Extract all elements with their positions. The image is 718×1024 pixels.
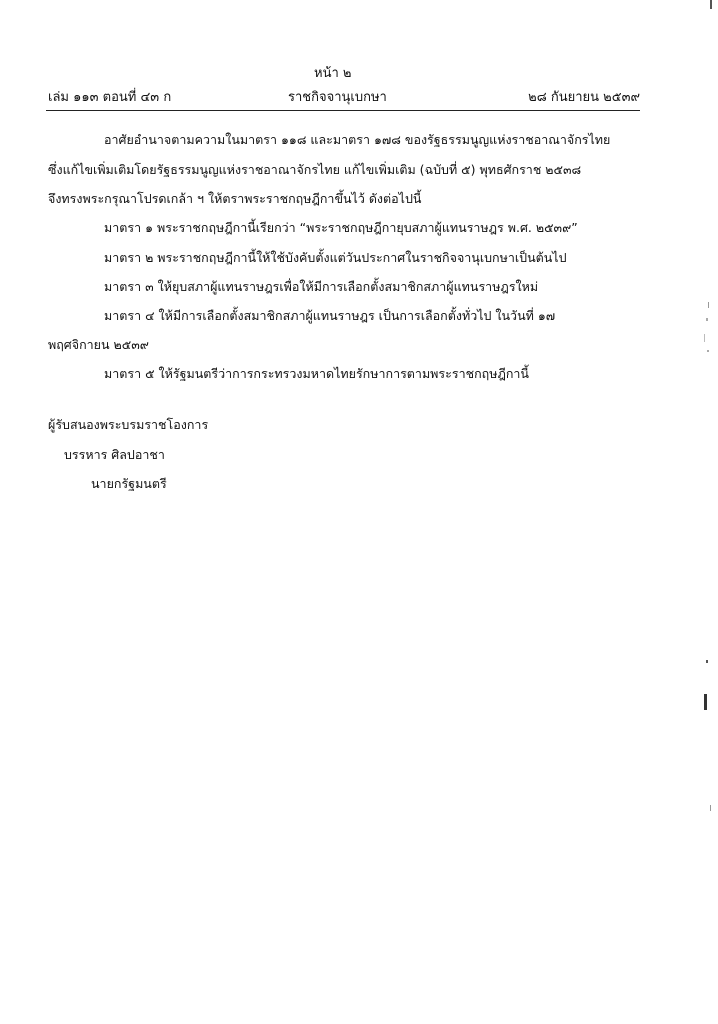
gazette-title: ราชกิจจานุเบกษา bbox=[288, 90, 387, 105]
section-2: มาตรา ๒ พระราชกฤษฎีกานี้ให้ใช้บังคับตั้งแต่วันประกาศในราชกิจจานุเบกษาเป็นต้นไป bbox=[104, 250, 567, 265]
preamble-line-3: จึงทรงพระกรุณาโปรดเกล้า ฯ ให้ตราพระราชกฤษฎีกาขึ้นไว้ ดังต่อไปนี้ bbox=[48, 191, 422, 206]
preamble-line-2: ซึ่งแก้ไขเพิ่มเติมโดยรัฐธรรมนูญแห่งราชอาณาจักรไทย แก้ไขเพิ่มเติม (ฉบับที่ ๕) พุทธศักราช ๒๕๓๘ bbox=[48, 162, 582, 177]
section-5: มาตรา ๕ ให้รัฐมนตรีว่าการกระทรวงมหาดไทยรักษาการตามพระราชกฤษฎีกานี้ bbox=[104, 366, 529, 381]
section-4: มาตรา ๔ ให้มีการเลือกตั้งสมาชิกสภาผู้แทนราษฎร เป็นการเลือกตั้งทั่วไป ในวันที่ ๑๗ bbox=[104, 308, 556, 323]
scan-speck bbox=[704, 694, 707, 710]
section-3: มาตรา ๓ ให้ยุบสภาผู้แทนราษฎรเพื่อให้มีการเลือกตั้งสมาชิกสภาผู้แทนราษฎรใหม่ bbox=[104, 279, 539, 294]
scan-speck bbox=[710, 0, 712, 9]
scan-speck bbox=[706, 660, 708, 663]
signatory-name: บรรหาร ศิลปอาชา bbox=[64, 447, 165, 462]
volume-issue: เล่ม ๑๑๓ ตอนที่ ๔๓ ก bbox=[48, 90, 172, 105]
section-1: มาตรา ๑ พระราชกฤษฎีกานี้เรียกว่า “พระราชกฤษฎีกายุบสภาผู้แทนราษฎร พ.ศ. ๒๕๓๙” bbox=[104, 220, 578, 235]
scan-speck bbox=[708, 302, 709, 308]
scan-speck bbox=[704, 334, 705, 342]
page-number: หน้า ๒ bbox=[314, 66, 352, 81]
scan-speck bbox=[707, 350, 709, 352]
signatory-title: นายกรัฐมนตรี bbox=[91, 476, 167, 491]
countersign-label: ผู้รับสนองพระบรมราชโองการ bbox=[48, 417, 209, 432]
scan-speck bbox=[710, 805, 711, 811]
header-divider bbox=[46, 110, 640, 111]
section-4-continuation: พฤศจิกายน ๒๕๓๙ bbox=[48, 337, 149, 352]
scan-speck bbox=[706, 318, 708, 321]
preamble-line-1: อาศัยอำนาจตามความในมาตรา ๑๑๘ และมาตรา ๑๗๘ ของรัฐธรรมนูญแห่งราชอาณาจักรไทย bbox=[104, 132, 611, 147]
publication-date: ๒๘ กันยายน ๒๕๓๙ bbox=[528, 90, 640, 105]
